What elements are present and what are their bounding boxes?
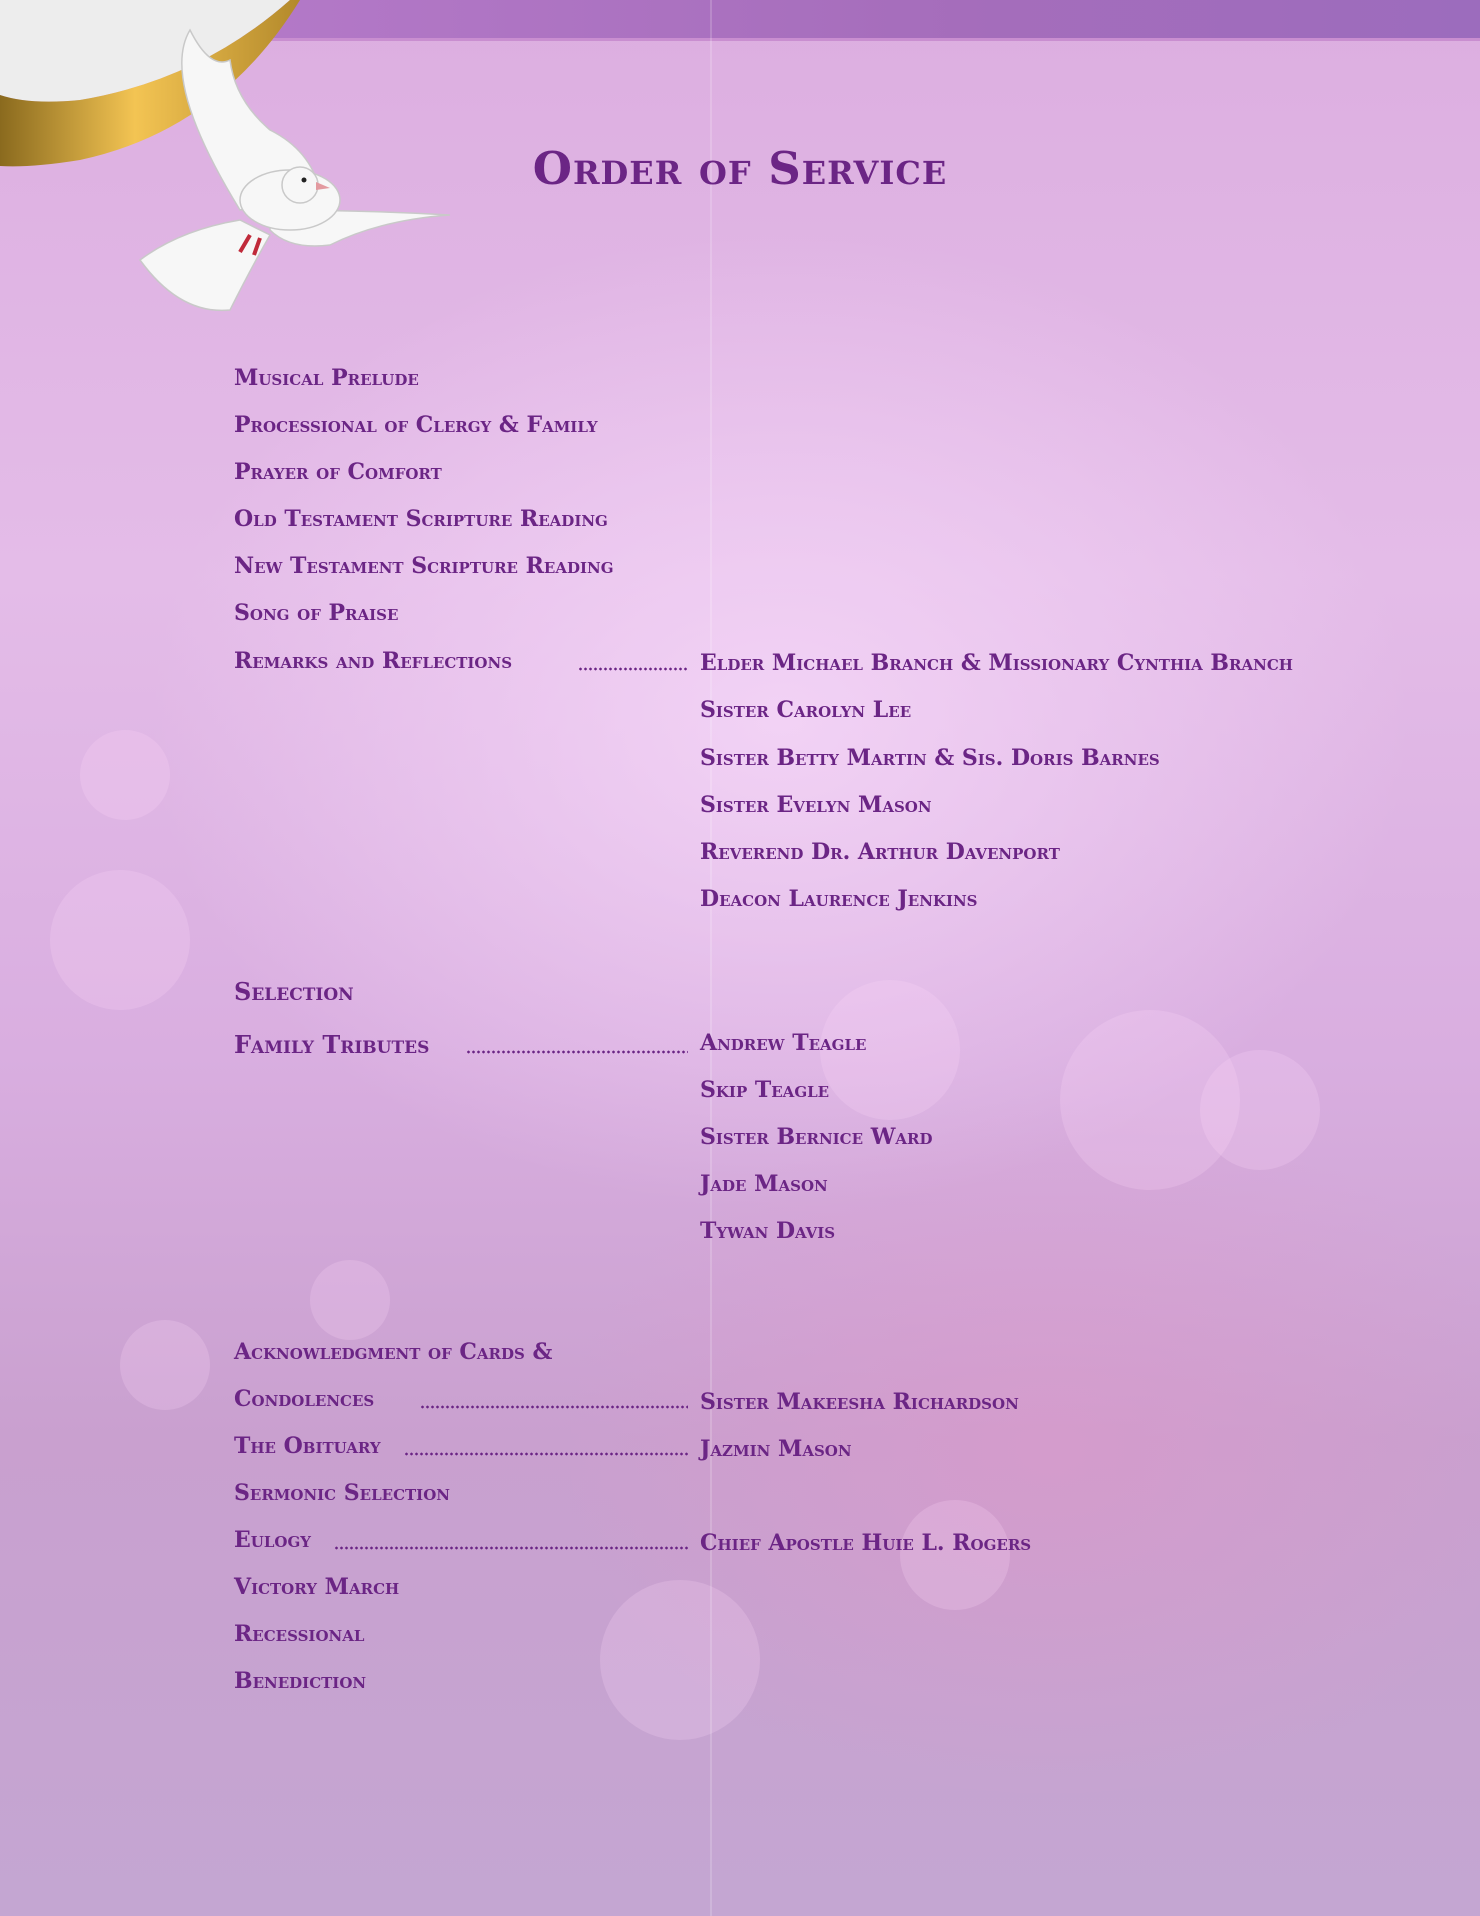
tribute-speaker-name: Skip Teagle [700,1077,830,1103]
service-item-label: Remarks and Reflections [234,648,513,674]
speaker-name: Deacon Laurence Jenkins [700,886,978,912]
tribute-speaker-name: Jade Mason [700,1171,828,1197]
leader-dots [404,1452,688,1456]
service-item-label: Acknowledgment of Cards & [234,1339,553,1365]
obituary-reader-name: Jazmin Mason [700,1436,852,1462]
service-item-label: Old Testament Scripture Reading [234,506,608,532]
bokeh-decoration [310,1260,390,1340]
service-item-label: Condolences [234,1386,375,1412]
service-item-label: Eulogy [234,1527,311,1553]
page-title: Order of Service [532,142,948,195]
service-item-label: Prayer of Comfort [234,459,442,485]
dove-illustration [120,20,460,320]
leader-dots [420,1405,688,1409]
service-item-label: Selection [234,977,354,1006]
service-item-label: The Obituary [234,1433,381,1459]
service-item-label: Benediction [234,1668,367,1694]
speaker-name: Sister Betty Martin & Sis. Doris Barnes [700,745,1160,771]
speaker-name: Sister Evelyn Mason [700,792,932,818]
eulogist-name: Chief Apostle Huie L. Rogers [700,1530,1032,1556]
service-item-label: Processional of Clergy & Family [234,412,598,438]
speaker-name: Sister Carolyn Lee [700,697,912,723]
service-item-label: Musical Prelude [234,365,419,391]
bokeh-decoration [600,1580,760,1740]
speaker-name: Reverend Dr. Arthur Davenport [700,839,1060,865]
tribute-speaker-name: Tywan Davis [700,1218,836,1244]
service-item-label: New Testament Scripture Reading [234,553,614,579]
tribute-speaker-name: Sister Bernice Ward [700,1124,933,1150]
condolences-reader-name: Sister Makeesha Richardson [700,1389,1019,1415]
bokeh-decoration [80,730,170,820]
service-item-label: Family Tributes [234,1030,430,1059]
page-fold-line [710,0,712,1916]
service-item-label: Recessional [234,1621,365,1647]
speaker-name: Elder Michael Branch & Missionary Cynthia Branch [700,650,1293,676]
leader-dots [578,667,688,671]
leader-dots [466,1050,688,1054]
leader-dots [334,1546,688,1550]
bokeh-decoration [120,1320,210,1410]
service-item-label: Sermonic Selection [234,1480,450,1506]
bokeh-decoration [50,870,190,1010]
service-item-label: Victory March [234,1574,400,1600]
service-item-label: Song of Praise [234,600,399,626]
tribute-speaker-name: Andrew Teagle [700,1030,867,1056]
bokeh-decoration [1200,1050,1320,1170]
